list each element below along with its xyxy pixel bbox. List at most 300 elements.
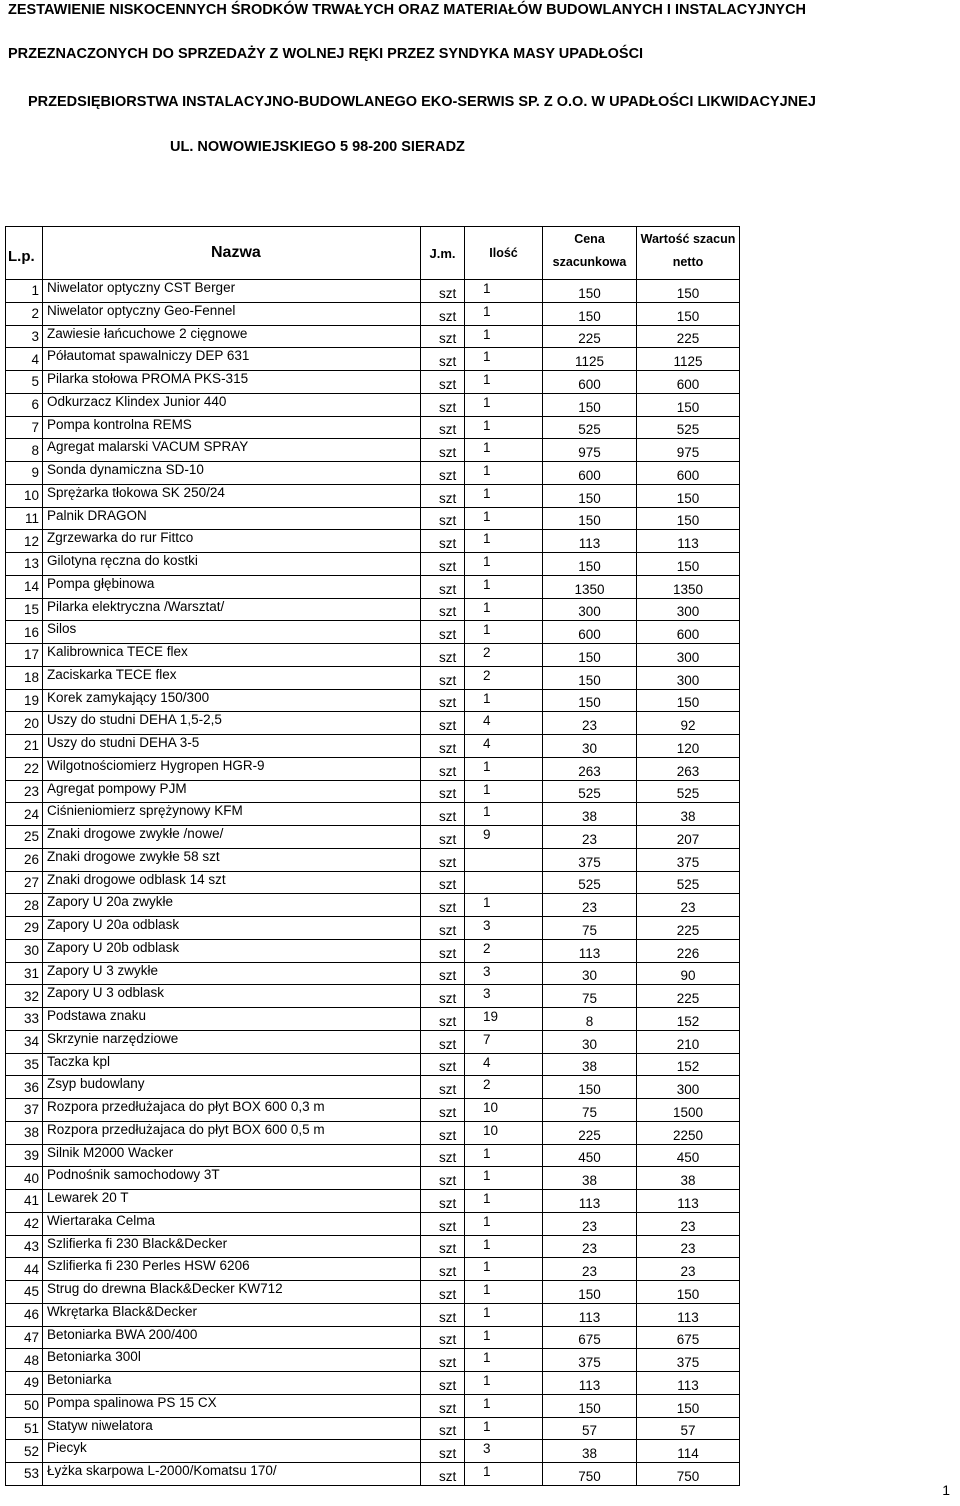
row-lp: 44 [6,1258,43,1281]
table-row [6,939,740,962]
row-value: 150 [637,689,740,712]
row-name: Zapory U 20b odblask [43,939,421,962]
row-quantity: 1 [465,598,543,621]
row-price: 150 [543,644,637,667]
row-value: 600 [637,462,740,485]
row-price: 8 [543,1008,637,1031]
row-unit: szt [421,689,465,712]
table-row [6,1463,740,1486]
row-value: 23 [637,894,740,917]
table-row [6,484,740,507]
row-value: 1500 [637,1099,740,1122]
row-lp: 40 [6,1167,43,1190]
table-row [6,1053,740,1076]
row-lp: 24 [6,803,43,826]
row-price: 1350 [543,575,637,598]
row-price: 263 [543,757,637,780]
col-header-price-top: Cena [574,232,605,246]
row-value: 57 [637,1417,740,1440]
row-quantity: 1 [465,416,543,439]
row-quantity: 1 [465,689,543,712]
table-row [6,1417,740,1440]
row-price: 150 [543,484,637,507]
table-row [6,325,740,348]
col-header-name-label: Nazwa [211,244,261,261]
row-name: Ciśnieniomierz sprężynowy KFM [43,803,421,826]
row-price: 75 [543,985,637,1008]
row-lp: 45 [6,1281,43,1304]
row-lp: 17 [6,644,43,667]
row-quantity: 1 [465,280,543,303]
row-quantity: 1 [465,1349,543,1372]
row-price: 38 [543,1440,637,1463]
row-quantity: 4 [465,735,543,758]
row-unit: szt [421,1372,465,1395]
row-quantity: 3 [465,985,543,1008]
row-unit: szt [421,1076,465,1099]
row-price: 23 [543,1235,637,1258]
row-name: Wilgotnościomierz Hygropen HGR-9 [43,757,421,780]
row-value: 113 [637,1303,740,1326]
row-value: 113 [637,1372,740,1395]
table-header-row [6,227,740,280]
row-unit: szt [421,1053,465,1076]
row-name: Korek zamykający 150/300 [43,689,421,712]
col-header-value [637,227,740,280]
row-unit: szt [421,393,465,416]
row-lp: 29 [6,917,43,940]
row-name: Sonda dynamiczna SD-10 [43,462,421,485]
row-quantity: 1 [465,462,543,485]
row-unit: szt [421,757,465,780]
row-price: 375 [543,848,637,871]
row-lp: 14 [6,575,43,598]
row-name: Sprężarka tłokowa SK 250/24 [43,484,421,507]
row-value: 263 [637,757,740,780]
row-quantity: 3 [465,1440,543,1463]
row-value: 225 [637,325,740,348]
row-unit: szt [421,507,465,530]
table-row [6,1394,740,1417]
row-value: 120 [637,735,740,758]
row-lp: 23 [6,780,43,803]
row-unit: szt [421,484,465,507]
row-lp: 3 [6,325,43,348]
row-quantity: 10 [465,1099,543,1122]
table-row [6,393,740,416]
row-unit: szt [421,1303,465,1326]
row-unit: szt [421,1349,465,1372]
row-unit: szt [421,826,465,849]
table-row [6,757,740,780]
row-lp: 37 [6,1099,43,1122]
row-lp: 13 [6,553,43,576]
row-price: 525 [543,416,637,439]
row-lp: 9 [6,462,43,485]
row-quantity: 3 [465,962,543,985]
row-quantity: 10 [465,1121,543,1144]
row-value: 38 [637,803,740,826]
table-row [6,348,740,371]
row-name: Półautomat spawalniczy DEP 631 [43,348,421,371]
table-row [6,894,740,917]
row-lp: 31 [6,962,43,985]
row-unit: szt [421,1440,465,1463]
row-name: Szlifierka fi 230 Black&Decker [43,1235,421,1258]
table-row [6,598,740,621]
row-unit: szt [421,939,465,962]
row-price: 150 [543,302,637,325]
table-row [6,621,740,644]
row-value: 525 [637,871,740,894]
table-row [6,826,740,849]
row-unit: szt [421,894,465,917]
row-price: 57 [543,1417,637,1440]
row-name: Zawiesie łańcuchowe 2 cięgnowe [43,325,421,348]
row-unit: szt [421,735,465,758]
row-value: 225 [637,917,740,940]
row-quantity: 1 [465,1303,543,1326]
row-unit: szt [421,644,465,667]
row-name: Lewarek 20 T [43,1190,421,1213]
row-value: 152 [637,1053,740,1076]
row-price: 450 [543,1144,637,1167]
row-unit: szt [421,780,465,803]
row-unit: szt [421,803,465,826]
row-lp: 50 [6,1394,43,1417]
row-value: 150 [637,553,740,576]
row-lp: 33 [6,1008,43,1031]
row-value: 300 [637,1076,740,1099]
row-lp: 36 [6,1076,43,1099]
row-unit: szt [421,666,465,689]
row-lp: 4 [6,348,43,371]
row-unit: szt [421,553,465,576]
row-price: 23 [543,894,637,917]
row-name: Betoniarka BWA 200/400 [43,1326,421,1349]
table-row [6,917,740,940]
table-row [6,462,740,485]
row-quantity [465,871,543,894]
row-name: Zaciskarka TECE flex [43,666,421,689]
row-lp: 35 [6,1053,43,1076]
row-value: 210 [637,1030,740,1053]
table-row [6,507,740,530]
row-price: 23 [543,1212,637,1235]
row-lp: 27 [6,871,43,894]
table-row [6,1281,740,1304]
row-quantity: 1 [465,371,543,394]
row-price: 750 [543,1463,637,1486]
table-row [6,280,740,303]
col-header-name [43,227,421,280]
table-row [6,962,740,985]
row-unit: szt [421,1463,465,1486]
row-lp: 21 [6,735,43,758]
row-name: Silnik M2000 Wacker [43,1144,421,1167]
row-name: Uszy do studni DEHA 1,5-2,5 [43,712,421,735]
row-name: Piecyk [43,1440,421,1463]
row-unit: szt [421,848,465,871]
row-name: Wiertaraka Celma [43,1212,421,1235]
table-row [6,780,740,803]
row-unit: szt [421,1281,465,1304]
row-price: 23 [543,1258,637,1281]
row-quantity: 1 [465,325,543,348]
row-value: 113 [637,530,740,553]
row-value: 300 [637,666,740,689]
row-name: Kalibrownica TECE flex [43,644,421,667]
row-quantity: 1 [465,894,543,917]
row-lp: 43 [6,1235,43,1258]
row-price: 23 [543,712,637,735]
table-row [6,302,740,325]
table-row [6,871,740,894]
row-quantity: 2 [465,644,543,667]
col-header-jm-label: J.m. [429,245,456,261]
table-row [6,1349,740,1372]
row-value: 23 [637,1212,740,1235]
table-row [6,1167,740,1190]
row-value: 2250 [637,1121,740,1144]
row-quantity: 4 [465,1053,543,1076]
row-quantity: 4 [465,712,543,735]
table-row [6,439,740,462]
row-name: Rozpora przedłużajaca do płyt BOX 600 0,5 m [43,1121,421,1144]
row-price: 975 [543,439,637,462]
row-quantity: 1 [465,575,543,598]
row-name: Skrzynie narzędziowe [43,1030,421,1053]
row-price: 113 [543,530,637,553]
row-quantity: 7 [465,1030,543,1053]
row-lp: 5 [6,371,43,394]
row-quantity: 2 [465,939,543,962]
row-lp: 46 [6,1303,43,1326]
row-lp: 19 [6,689,43,712]
table-row [6,644,740,667]
row-name: Taczka kpl [43,1053,421,1076]
row-lp: 51 [6,1417,43,1440]
table-row [6,1326,740,1349]
row-name: Zapory U 3 zwykłe [43,962,421,985]
row-lp: 10 [6,484,43,507]
row-lp: 16 [6,621,43,644]
row-price: 150 [543,393,637,416]
row-lp: 12 [6,530,43,553]
row-price: 30 [543,735,637,758]
row-price: 150 [543,1394,637,1417]
row-unit: szt [421,530,465,553]
row-price: 150 [543,280,637,303]
row-price: 1125 [543,348,637,371]
row-value: 150 [637,507,740,530]
row-value: 38 [637,1167,740,1190]
row-value: 525 [637,780,740,803]
row-name: Gilotyna ręczna do kostki [43,553,421,576]
row-quantity: 1 [465,1326,543,1349]
table-row [6,1258,740,1281]
table-row [6,1235,740,1258]
row-unit: szt [421,1326,465,1349]
table-row [6,1121,740,1144]
row-lp: 2 [6,302,43,325]
row-value: 450 [637,1144,740,1167]
row-unit: szt [421,621,465,644]
row-price: 30 [543,962,637,985]
row-unit: szt [421,1212,465,1235]
table-row [6,530,740,553]
table-row [6,848,740,871]
row-name: Znaki drogowe zwykłe 58 szt [43,848,421,871]
row-quantity: 1 [465,780,543,803]
row-price: 600 [543,371,637,394]
row-price: 225 [543,325,637,348]
row-value: 226 [637,939,740,962]
row-price: 113 [543,1303,637,1326]
row-quantity: 1 [465,1394,543,1417]
row-price: 300 [543,598,637,621]
row-lp: 6 [6,393,43,416]
row-quantity: 1 [465,1167,543,1190]
row-value: 600 [637,371,740,394]
row-value: 525 [637,416,740,439]
row-value: 675 [637,1326,740,1349]
table-row [6,1440,740,1463]
row-price: 150 [543,666,637,689]
row-price: 150 [543,553,637,576]
row-name: Podstawa znaku [43,1008,421,1031]
row-name: Zapory U 20a zwykłe [43,894,421,917]
row-quantity: 1 [465,1190,543,1213]
row-name: Odkurzacz Klindex Junior 440 [43,393,421,416]
row-price: 23 [543,826,637,849]
row-unit: szt [421,462,465,485]
row-name: Podnośnik samochodowy 3T [43,1167,421,1190]
row-unit: szt [421,1099,465,1122]
row-unit: szt [421,598,465,621]
row-price: 75 [543,917,637,940]
table-row [6,1144,740,1167]
row-value: 150 [637,1394,740,1417]
row-lp: 25 [6,826,43,849]
row-name: Zsyp budowlany [43,1076,421,1099]
row-price: 30 [543,1030,637,1053]
row-value: 23 [637,1258,740,1281]
row-price: 525 [543,780,637,803]
document-title-line-2: PRZEZNACZONYCH DO SPRZEDAŻY Z WOLNEJ RĘKI PRZEZ SYNDYKA MASY UPADŁOŚCI [8,46,644,62]
row-quantity: 1 [465,1463,543,1486]
row-quantity: 1 [465,803,543,826]
row-name: Silos [43,621,421,644]
row-unit: szt [421,1417,465,1440]
row-price: 113 [543,1190,637,1213]
row-quantity: 1 [465,1258,543,1281]
row-lp: 28 [6,894,43,917]
row-name: Wkrętarka Black&Decker [43,1303,421,1326]
row-name: Zgrzewarka do rur Fittco [43,530,421,553]
row-unit: szt [421,280,465,303]
col-header-jm [421,227,465,280]
row-unit: szt [421,416,465,439]
col-header-price [543,227,637,280]
row-value: 750 [637,1463,740,1486]
row-name: Łyżka skarpowa L-2000/Komatsu 170/ [43,1463,421,1486]
row-quantity: 1 [465,484,543,507]
row-price: 675 [543,1326,637,1349]
row-name: Znaki drogowe zwykłe /nowe/ [43,826,421,849]
row-value: 150 [637,1281,740,1304]
row-value: 375 [637,848,740,871]
row-name: Uszy do studni DEHA 3-5 [43,735,421,758]
row-quantity: 1 [465,530,543,553]
row-lp: 26 [6,848,43,871]
row-lp: 18 [6,666,43,689]
row-lp: 34 [6,1030,43,1053]
row-value: 150 [637,280,740,303]
row-price: 600 [543,621,637,644]
row-unit: szt [421,302,465,325]
row-unit: szt [421,917,465,940]
row-value: 152 [637,1008,740,1031]
row-name: Zapory U 3 odblask [43,985,421,1008]
row-name: Niwelator optyczny Geo-Fennel [43,302,421,325]
inventory-table [5,226,740,1486]
row-lp: 22 [6,757,43,780]
table-row [6,712,740,735]
row-quantity: 1 [465,1372,543,1395]
table-row [6,735,740,758]
row-price: 38 [543,803,637,826]
table-row [6,1190,740,1213]
row-lp: 7 [6,416,43,439]
row-unit: szt [421,1030,465,1053]
row-price: 150 [543,507,637,530]
row-value: 1350 [637,575,740,598]
row-name: Betoniarka 300l [43,1349,421,1372]
row-unit: szt [421,1144,465,1167]
table-row [6,1030,740,1053]
row-lp: 32 [6,985,43,1008]
col-header-lp-label: L.p. [8,247,35,265]
row-lp: 41 [6,1190,43,1213]
page-number: 1 [942,1482,950,1498]
document-title-line-3: PRZEDSIĘBIORSTWA INSTALACYJNO-BUDOWLANEGO EKO-SERWIS SP. Z O.O. W UPADŁOŚCI LIKWIDACYJNEJ [28,94,816,110]
row-name: Pilarka stołowa PROMA PKS-315 [43,371,421,394]
row-value: 300 [637,598,740,621]
row-value: 92 [637,712,740,735]
row-name: Szlifierka fi 230 Perles HSW 6206 [43,1258,421,1281]
row-quantity: 9 [465,826,543,849]
table-row [6,1008,740,1031]
row-quantity: 1 [465,439,543,462]
row-unit: szt [421,1394,465,1417]
row-value: 375 [637,1349,740,1372]
row-unit: szt [421,371,465,394]
row-value: 113 [637,1190,740,1213]
row-name: Statyw niwelatora [43,1417,421,1440]
row-value: 600 [637,621,740,644]
row-lp: 47 [6,1326,43,1349]
row-value: 150 [637,393,740,416]
row-value: 975 [637,439,740,462]
row-quantity: 1 [465,393,543,416]
row-name: Pilarka elektryczna /Warsztat/ [43,598,421,621]
table-row [6,985,740,1008]
row-value: 207 [637,826,740,849]
table-row [6,666,740,689]
row-price: 113 [543,1372,637,1395]
row-name: Pompa spalinowa PS 15 CX [43,1394,421,1417]
